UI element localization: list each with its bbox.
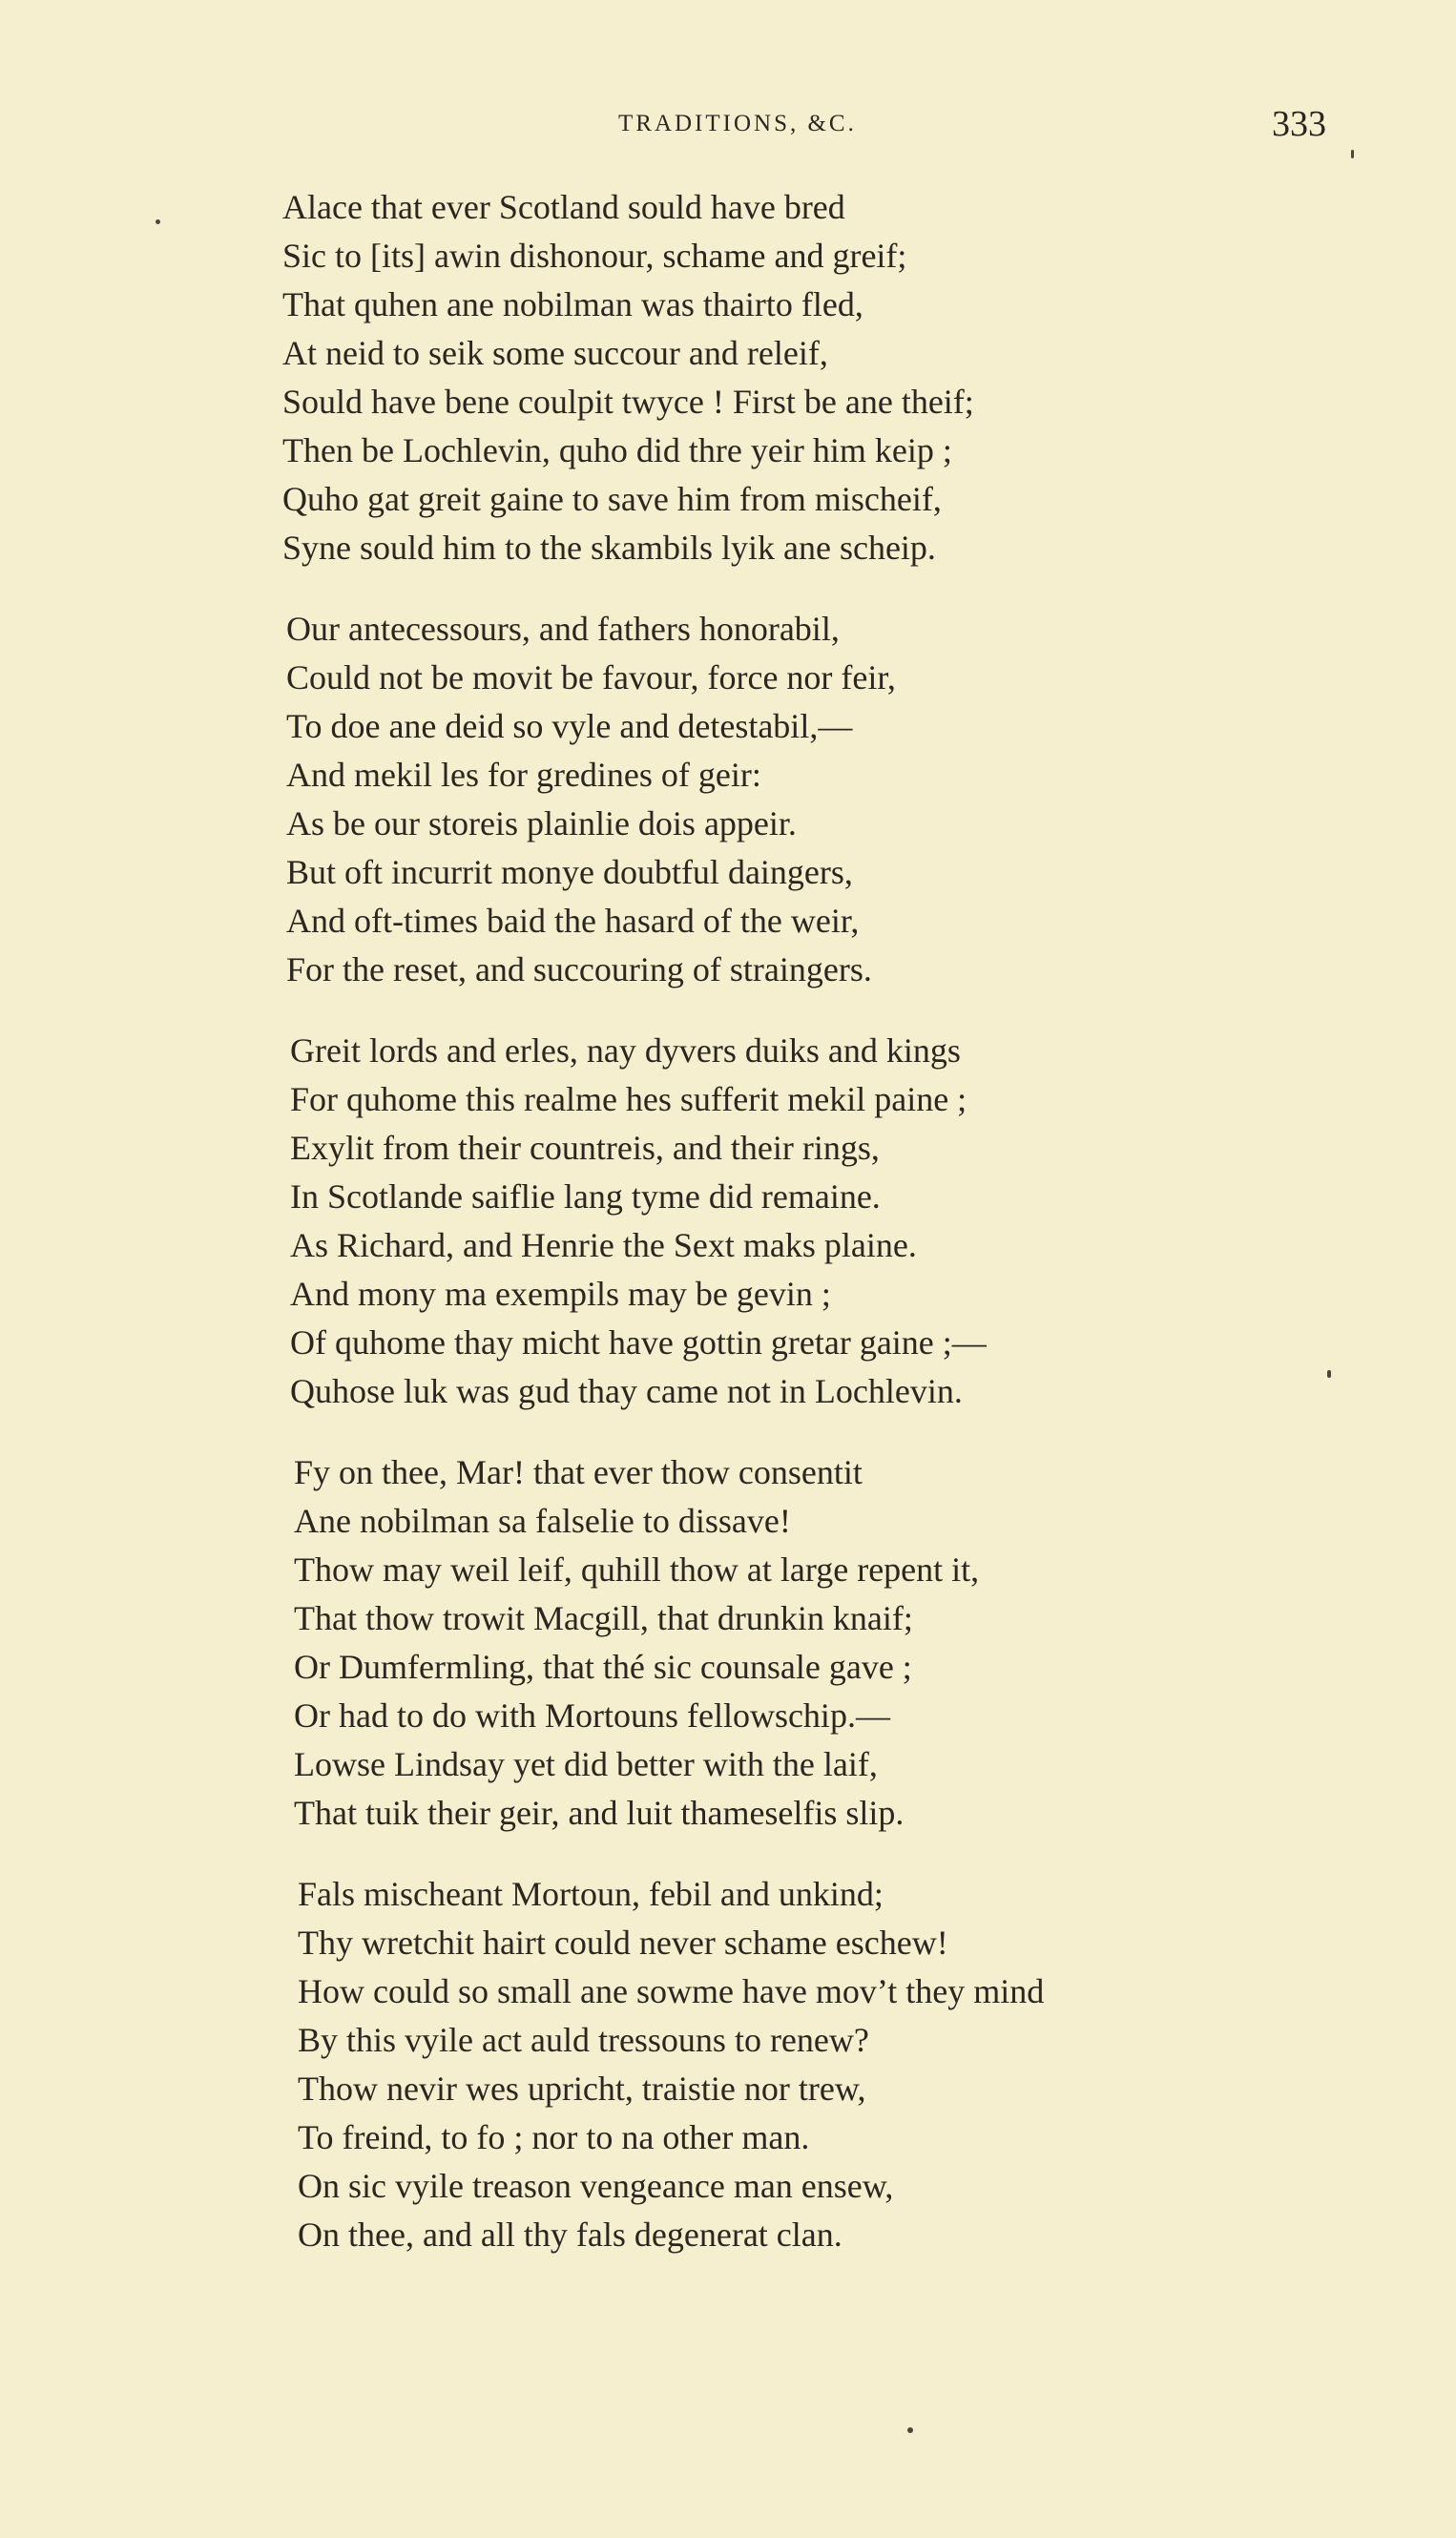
poem-line: Then be Lochlevin, quho did thre yeir him keip ;	[282, 431, 952, 469]
poem-line: But oft incurrit monye doubtful daingers,	[286, 853, 853, 891]
poem-line: Alace that ever Scotland sould have bred	[282, 188, 845, 226]
poem-line: That quhen ane nobilman was thairto fled,	[282, 285, 863, 323]
poem-line: Fy on thee, Mar! that ever thow consentit	[294, 1453, 863, 1491]
poem-line: Fals mischeant Mortoun, febil and unkind;	[298, 1875, 884, 1913]
poem-line: Lowse Lindsay yet did better with the laif,	[294, 1745, 878, 1783]
poem-line: Or Dumfermling, that thé sic counsale gave ;	[294, 1648, 912, 1686]
poem-line: Of quhome thay micht have gottin gretar gaine ;—	[290, 1323, 987, 1362]
stanza-1	[0, 183, 1456, 572]
poem-line: Our antecessours, and fathers honorabil,	[286, 610, 840, 648]
ink-speck	[1351, 150, 1354, 158]
poem-line: On sic vyile treason vengeance man ensew,	[298, 2167, 894, 2205]
stanza-4	[0, 1448, 1456, 1838]
poem-line: For the reset, and succouring of straingers.	[286, 950, 872, 988]
poem-line: To freind, to fo ; nor to na other man.	[298, 2118, 810, 2156]
poem-line: Quhose luk was gud thay came not in Lochlevin.	[290, 1372, 963, 1410]
ink-speck	[156, 219, 160, 224]
ink-speck	[907, 2427, 913, 2433]
poem-line: In Scotlande saiflie lang tyme did remaine.	[290, 1177, 881, 1216]
poem-line: Sic to [its] awin dishonour, schame and greif;	[282, 237, 907, 275]
poem	[0, 183, 1456, 2292]
poem-line: Thy wretchit hairt could never schame eschew!	[298, 1924, 948, 1962]
poem-line: Syne sould him to the skambils lyik ane scheip.	[282, 529, 936, 567]
poem-line: At neid to seik some succour and releif,	[282, 334, 828, 372]
poem-line: By this vyile act auld tressouns to renew?	[298, 2021, 869, 2059]
stanza-2	[0, 605, 1456, 994]
page-number: 333	[1272, 104, 1326, 144]
ink-speck	[1327, 1370, 1331, 1378]
poem-line: And mekil les for gredines of geir:	[286, 756, 761, 794]
poem-line: Ane nobilman sa falselie to dissave!	[294, 1502, 791, 1540]
poem-line: And oft-times baid the hasard of the weir,	[286, 902, 860, 940]
poem-line: Thow may weil leif, quhill thow at large repent it,	[294, 1550, 980, 1589]
poem-line: That thow trowit Macgill, that drunkin knaif;	[294, 1599, 913, 1637]
poem-line: Or had to do with Mortouns fellowschip.—	[294, 1696, 890, 1735]
poem-line: Thow nevir wes upricht, traistie nor trew,	[298, 2070, 866, 2108]
poem-line: Could not be movit be favour, force nor feir,	[286, 658, 896, 697]
poem-line: Greit lords and erles, nay dyvers duiks and kings	[290, 1031, 961, 1070]
poem-line: To doe ane deid so vyle and detestabil,—	[286, 707, 853, 745]
poem-line: As Richard, and Henrie the Sext maks plaine.	[290, 1226, 917, 1264]
running-head	[0, 103, 1456, 145]
stanza-5	[0, 1870, 1456, 2259]
poem-line: Quho gat greit gaine to save him from mischeif,	[282, 480, 942, 518]
poem-line: Exylit from their countreis, and their rings,	[290, 1129, 880, 1167]
poem-line: How could so small ane sowme have mov’t they mind	[298, 1972, 1045, 2010]
poem-line: And mony ma exempils may be gevin ;	[290, 1275, 831, 1313]
poem-line: On thee, and all thy fals degenerat clan.	[298, 2216, 842, 2254]
running-title: TRADITIONS, &C.	[618, 111, 857, 136]
poem-line: That tuik their geir, and luit thameselfis slip.	[294, 1794, 905, 1832]
stanza-3	[0, 1027, 1456, 1416]
poem-line: For quhome this realme hes sufferit mekil paine ;	[290, 1080, 967, 1118]
poem-line: Sould have bene coulpit twyce ! First be ane theif;	[282, 383, 974, 421]
poem-line: As be our storeis plainlie dois appeir.	[286, 804, 797, 843]
